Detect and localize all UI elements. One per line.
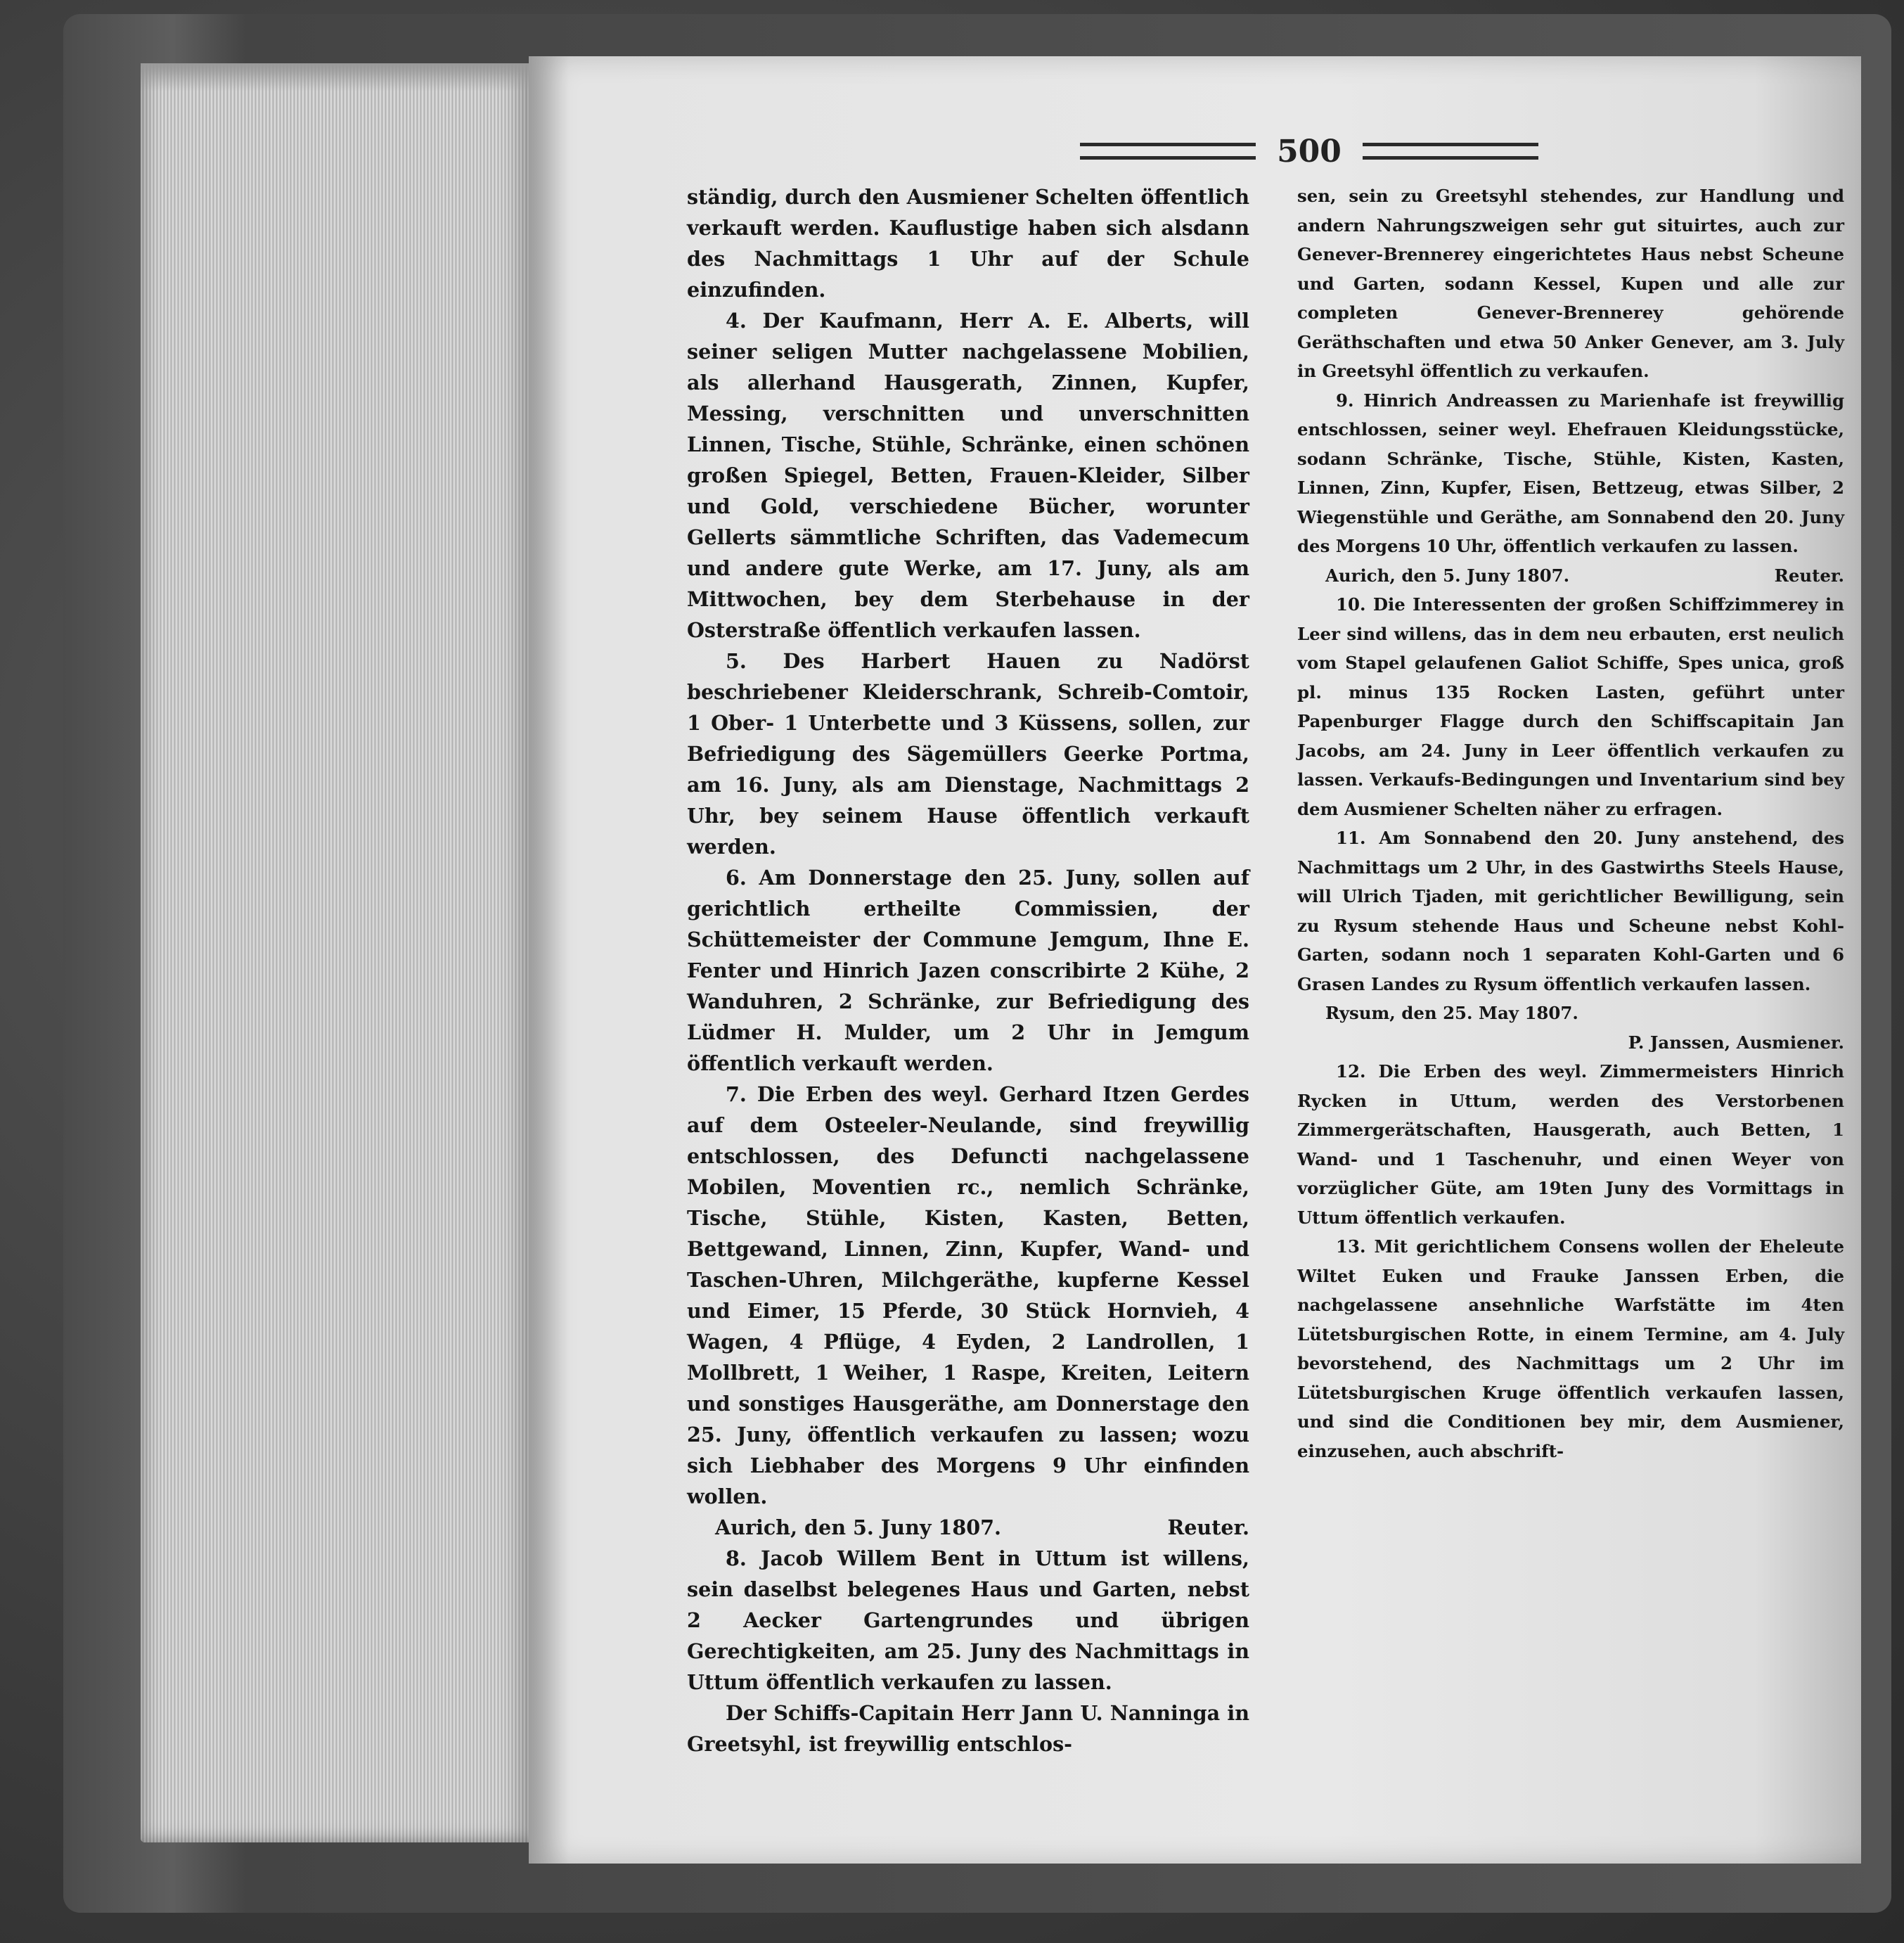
signature-name: Reuter. — [1167, 1515, 1249, 1539]
paragraph: 13. Mit gerichtlichem Consens wollen der Eheleute Wiltet Euken und Frauke Janssen Erben, die nachgelassene ansehnliche Warfstätte im 4ten Lütetsburgischen Rotte, in einem Termine, am 4. July bevorstehend, des Nachmittags um 2 Uhr im Lütetsburgischen Kruge öffentlich verkaufen lassen, und sind die Conditionen bey mir, dem Ausmiener, einzusehen, auch abschrift- — [1297, 1236, 1844, 1461]
signature-name: Reuter. — [1774, 565, 1844, 586]
paragraph: 8. Jacob Willem Bent in Uttum ist willens, sein daselbst belegenes Haus und Garten, nebst 2 Aecker Gartengrundes und übrigen Gerechtigkeiten, am 25. Juny des Nachmittags in Uttum öffentlich verkaufen zu lassen. — [687, 1546, 1249, 1694]
page-header — [1077, 130, 1541, 172]
paragraph: 12. Die Erben des weyl. Zimmermeisters Hinrich Rycken in Uttum, werden des Verstorbenen Zimmergerätschaften, Hausgerath, auch Betten, 1 Wand- und 1 Taschenuhr, und einen Weyer von vorzüglicher Güte, am 19ten Juny des Vormittags in Uttum öffentlich verkaufen. — [1297, 1061, 1844, 1228]
paragraph: 7. Die Erben des weyl. Gerhard Itzen Gerdes auf dem Osteeler-Neulande, sind freywillig entschlossen, des Defuncti nachgelassene Mobilen, Moventien rc., nemlich Schränke, Tische, Stühle, Kisten, Kasten, Betten, Bettgewand, Linnen, Zinn, Kupfer, Wand- und Taschen-Uhren, Milchgeräthe, kupferne Kessel und Eimer, 15 Pferde, 30 Stück Hornvieh, 4 Wagen, 4 Pflüge, 4 Eyden, 2 Landrollen, 1 Mollbrett, 1 Weiher, 1 Raspe, Kreiten, Leitern und sonstiges Hausgeräthe, am Donnerstage den 25. Juny, öffentlich verkaufen zu lassen; wozu sich Liebhaber des Morgens 9 Uhr einfinden wollen. — [687, 1082, 1249, 1508]
page-edges — [141, 63, 534, 1842]
printed-page — [529, 56, 1861, 1864]
paragraph: Der Schiffs-Capitain Herr Jann U. Nanninga in Greetsyhl, ist freywillig entschlos- — [687, 1701, 1249, 1756]
left-column — [687, 181, 1249, 1759]
paragraph: 9. Hinrich Andreassen zu Marienhafe ist freywillig entschlossen, seiner weyl. Ehefrauen Kleidungsstücke, sodann Schränke, Tische, Stühle, Kisten, Kasten, Linnen, Zinn, Kupfer, Eisen, Bettzeug, etwas Silber, 2 Wiegenstühle und Geräthe, am Sonnabend den 20. Juny des Morgens 10 Uhr, öffentlich verkaufen zu lassen. — [1297, 390, 1844, 556]
signature-place-date: Aurich, den 5. Juny 1807. — [1325, 565, 1570, 586]
signature-line — [1297, 561, 1844, 591]
signature-place-date: Aurich, den 5. Juny 1807. — [715, 1515, 1001, 1539]
header-rule-right — [1363, 143, 1538, 160]
paragraph: ständig, durch den Ausmiener Schelten öffentlich verkauft werden. Kauflustige haben sich alsdann des Nachmittags 1 Uhr auf der Schule einzufinden. — [687, 185, 1249, 302]
paragraph: 5. Des Harbert Hauen zu Nadörst beschriebener Kleiderschrank, Schreib-Comtoir, 1 Ober- 1 Unterbette und 3 Küssens, sollen, zur Befriedigung des Sägemüllers Geerke Portma, am 16. Juny, als am Dienstage, Nachmittags 2 Uhr, bey seinem Hause öffentlich verkauft werden. — [687, 649, 1249, 859]
right-column — [1297, 181, 1844, 1466]
signature-line — [687, 1512, 1249, 1543]
paragraph: 10. Die Interessenten der großen Schiffzimmerey in Leer sind willens, das in dem neu erbauten, erst neulich vom Stapel gelaufenen Galiot Schiffe, Spes unica, groß pl. minus 135 Rocken Lasten, geführt unter Papenburger Flagge durch den Schiffscapitain Jan Jacobs, am 24. Juny in Leer öffentlich verkaufen zu lassen. Verkaufs-Bedingungen und Inventarium sind bey dem Ausmiener Schelten näher zu erfragen. — [1297, 594, 1844, 819]
signature-line — [1297, 999, 1844, 1028]
signature-place-date: Rysum, den 25. May 1807. — [1325, 1003, 1578, 1023]
paragraph: 6. Am Donnerstage den 25. Juny, sollen auf gerichtlich ertheilte Commissien, der Schüttemeister der Commune Jemgum, Ihne E. Fenter und Hinrich Jazen conscribirte 2 Kühe, 2 Wanduhren, 2 Schränke, zur Befriedigung des Lüdmer H. Mulder, um 2 Uhr in Jemgum öffentlich verkauft werden. — [687, 866, 1249, 1075]
paragraph: sen, sein zu Greetsyhl stehendes, zur Handlung und andern Nahrungszweigen sehr gut situirtes, auch zur Genever-Brennerey eingerichtetes Haus nebst Scheune und Garten, sodann Kessel, Kupen und alle zur completen Genever-Brennerey gehörende Geräthschaften und etwa 50 Anker Genever, am 3. July in Greetsyhl öffentlich zu verkaufen. — [1297, 186, 1844, 381]
signature-line — [1297, 1028, 1844, 1058]
paragraph: 11. Am Sonnabend den 20. Juny anstehend, des Nachmittags um 2 Uhr, in des Gastwirths Steels Hause, will Ulrich Tjaden, mit gerichtlicher Bewilligung, sein zu Rysum stehende Haus und Scheune nebst Kohl-Garten, sodann noch 1 separaten Kohl-Garten und 6 Grasen Landes zu Rysum öffentlich verkaufen lassen. — [1297, 828, 1844, 994]
page-number: 500 — [1277, 133, 1342, 169]
signature-name: P. Janssen, Ausmiener. — [1628, 1032, 1844, 1053]
paragraph: 4. Der Kaufmann, Herr A. E. Alberts, will seiner seligen Mutter nachgelassene Mobilien, als allerhand Hausgerath, Zinnen, Kupfer, Messing, verschnitten und unverschnitten Linnen, Tische, Stühle, Schränke, einen schönen großen Spiegel, Betten, Frauen-Kleider, Silber und Gold, verschiedene Bücher, worunter Gellerts sämmtliche Schriften, das Vademecum und andere gute Werke, am 17. Juny, als am Mittwochen, bey dem Sterbehause in der Osterstraße öffentlich verkaufen lassen. — [687, 309, 1249, 642]
header-rule-left — [1080, 143, 1256, 160]
